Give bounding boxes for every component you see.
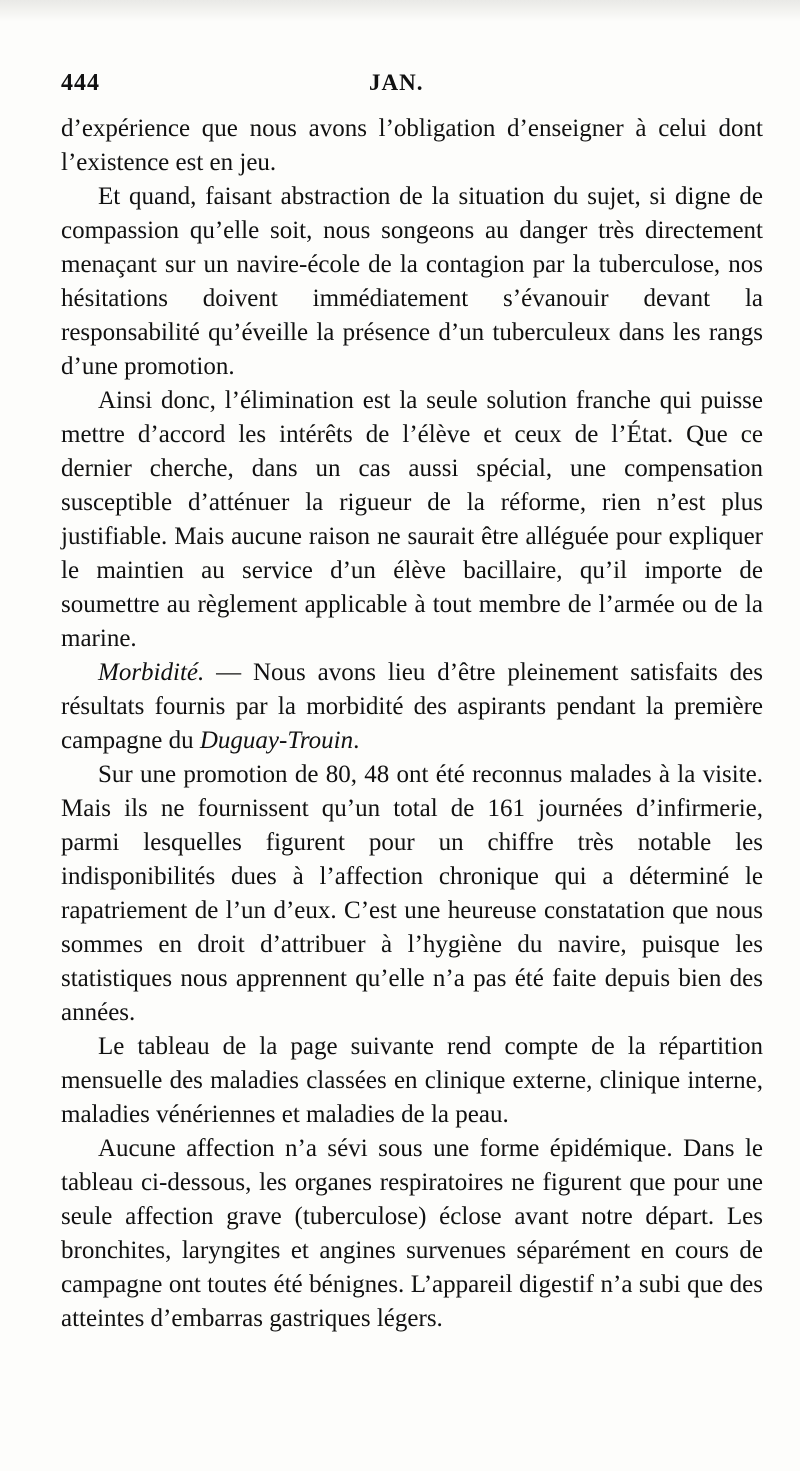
morbidite-end: . [353,727,360,754]
paragraph-morbidite [61,656,763,758]
paragraph-epidemie: Aucune affection n’a sévi sous une forme épidémique. Dans le tableau ci-dessous, les organes respiratoires ne figurent que pour une seule affection grave (tuberculose) éclose avant notre départ. Les bronchites, laryngites et angines survenues séparément en cours de campagne ont toutes été bénignes. L’appareil digestif n’a subi que des atteintes d’embarras gastriques légers. [61,1135,763,1332]
page-top-edge [0,0,800,22]
paragraph-contagion: Et quand, faisant abstraction de la situation du sujet, si digne de compassion qu’elle soit, nous songeons au danger très directement menaçant sur un navire-école de la contagion par la tuberculose, nos hésitations doivent immédiatement s’évanouir devant la responsabilité qu’éveille la présence d’un tuberculeux dans les rangs d’une promotion. [61,183,763,380]
paragraph-elimination: Ainsi donc, l’élimination est la seule solution franche qui puisse mettre d’accord les intérêts de l’élève et ceux de l’État. Que ce dernier cherche, dans un cas aussi spécial, une compensation susceptible d’atténuer la rigueur de la réforme, rien n’est plus justifiable. Mais aucune raison ne saurait être alléguée pour expliquer le maintien au service d’un élève bacillaire, qu’il importe de soumettre au règlement applicable à tout membre de l’armée ou de la marine. [61,387,763,652]
section-lead-morbidite: Morbidité. [98,659,205,686]
paragraph-tableau: Le tableau de la page suivante rend compte de la répartition mensuelle des maladies classées en clinique externe, clinique interne, maladies vénériennes et maladies de la peau. [61,1033,763,1128]
ship-name: Duguay-Trouin [199,727,354,754]
paragraph-promotion: Sur une promotion de 80, 48 ont été reconnus malades à la visite. Mais ils ne fournissent qu’un total de 161 journées d’infirmerie, parmi lesquelles figurent pour un chiffre très notable les indisponibilités dues à l’affection chronique qui a déterminé le rapatriement de l’un d’eux. C’est une heureuse constatation que nous sommes en droit d’attribuer à l’hygiène du navire, puisque les statistiques nous apprennent qu’elle n’a pas été faite depuis bien des années. [61,761,763,1026]
morbidite-text: — Nous avons lieu d’être pleinement satisfaits des résultats fournis par la morbidité des aspirants pendant la première campagne du [61,659,763,754]
page-number: 444 [61,70,100,96]
paragraph-continuation: d’expérience que nous avons l’obligation d’enseigner à celui dont l’existence est en jeu. [61,115,763,176]
running-head: JAN. [369,70,424,95]
page-header [61,70,761,106]
body-text [61,112,763,1336]
